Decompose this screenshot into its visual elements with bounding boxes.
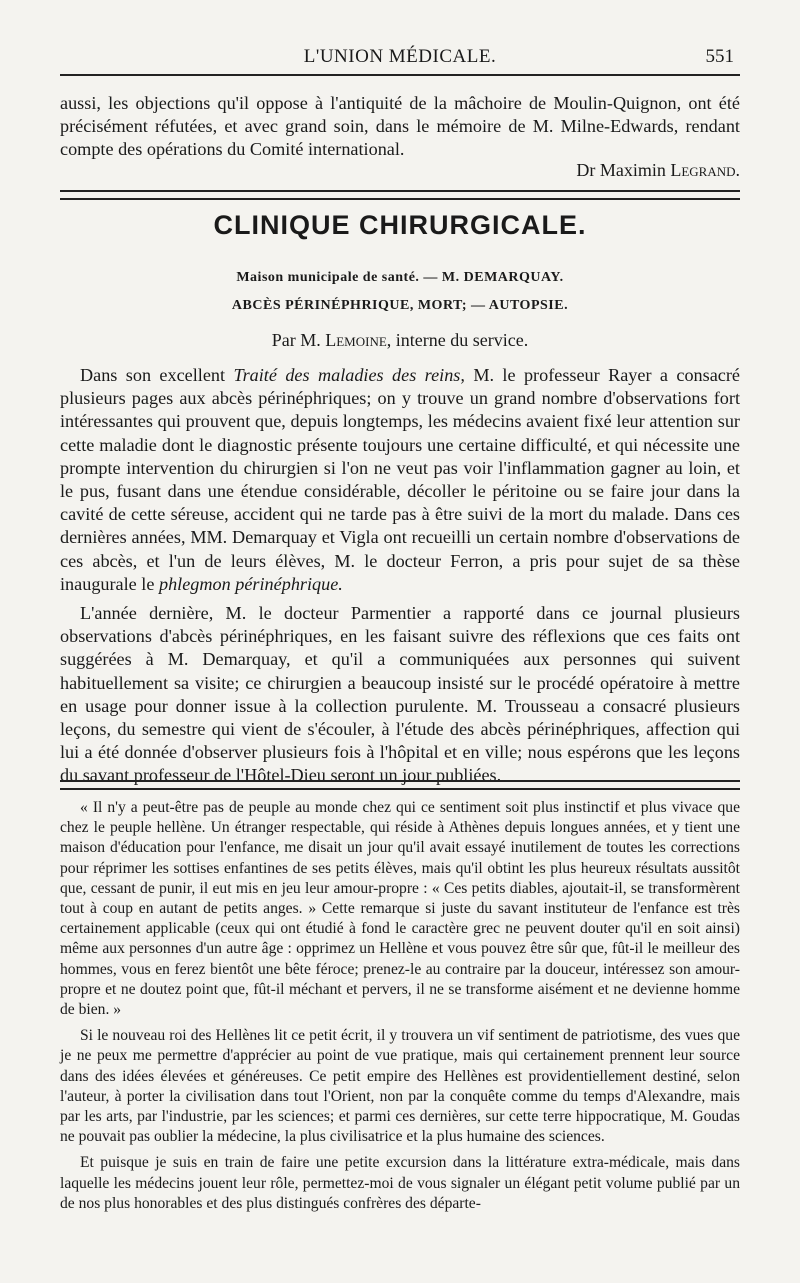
running-head	[60, 42, 740, 72]
intro-paragraph	[60, 92, 740, 162]
feuilleton-paragraph-1: « Il n'y a peut-être pas de peuple au monde chez qui ce sentiment soit plus instinctif et plus vivace que chez le peuple hellène. Un étranger respectable, qui réside à Athènes depuis longues années, et y tient une maison d'éducation pour l'enfance, me disait un jour qu'il avait essayé inutilement de toutes les corrections pour réprimer les sottises enfantines de ses petits élèves, mais qu'il obtint les plus heureux résultats aussitôt que, cessant de punir, il eut mis en jeu leur amour-propre : « Ces petits diables, ajoutait-il, se transformèrent tout à coup en autant de petits anges. » Cette remarque si juste du savant instituteur de l'enfance est très certainement applicable (ceux qui ont étudié à fond le caractère grec ne peuvent douter qu'il en soit ainsi) même aux personnes d'un autre âge : opprimez un Hellène et vous pouvez être sûr que, fût-il le meilleur des hommes, vous en ferez bientôt une bête féroce; prenez-le au contraire par la douceur, intéressez son amour-propre et ne doutez point que, fût-il méchant et pervers, il ne se transforme aisément et ne devienne homme de bien. »	[60, 799, 740, 1019]
intro-text: aussi, les objections qu'il oppose à l'antiquité de la mâchoire de Moulin-Quignon, ont été précisément réfutées, et avec grand soin, dans le mémoire de M. Milne-Edwards, rendant compte des opérations du Comité international.	[60, 93, 740, 160]
journal-title: L'UNION MÉDICALE.	[303, 46, 497, 67]
feuilleton-divider	[60, 780, 740, 790]
signature	[576, 160, 740, 181]
section-divider	[60, 190, 740, 200]
subhead-location: Maison municipale de santé. — M. DEMARQUAY.	[236, 270, 564, 285]
signature-prefix: Dr Maximin	[576, 160, 671, 180]
subhead-case: ABCÈS PÉRINÉPHRIQUE, MORT; — AUTOPSIE.	[231, 298, 569, 313]
header-rule	[60, 74, 740, 76]
p1-body: M. le professeur Rayer a consacré plusieurs pages aux abcès périnéphriques; on y trouve un grand nombre d'observations fort intéressantes qui prouvent que, depuis longtemps, les médecins avaient fixé leur attention sur cette maladie dont le diagnostic présente toujours une certaine difficulté, et qui nécessite une prompte intervention du chirurgien si l'on ne veut pas voir l'inflammation gagner au loin, et le pus, fusant dans une étendue considérable, décoller le péritoine ou se faire jour dans la cavité de cette séreuse, accident qui ne tarde pas à être suivi de la mort du malade. Dans ces dernières années, MM. Demarquay et Vigla ont recueilli un certain nombre d'observations de ces abcès, et l'un de leurs élèves, M. le docteur Ferron, a pris pour sujet de sa thèse inaugurale le	[60, 365, 740, 594]
feuilleton-paragraph-2: Si le nouveau roi des Hellènes lit ce petit écrit, il y trouvera un vif sentiment de patriotisme, des vues que je ne peux me permettre d'apprécier au point de vue pratique, mais qui certainement prennent leur source dans des idées élevées et généreuses. Ce petit empire des Hellènes est providentiellement destiné, selon l'auteur, à porter la civilisation dans tout l'Orient, non par la conquête comme du temps d'Alexandre, mais par les arts, par l'industrie, par les sciences; et parmi ces dernières, sur cette terre hippocratique, M. Goudas ne pouvait pas oublier la médecine, la plus civilisatrice et la plus humaine des sciences.	[60, 1027, 740, 1146]
byline	[0, 330, 800, 351]
byline-name: Lemoine	[325, 330, 387, 350]
article-body	[60, 364, 740, 788]
article-paragraph-1	[60, 364, 740, 596]
section-title: CLINIQUE CHIRURGICALE.	[213, 210, 587, 240]
byline-suffix: , interne du service.	[386, 330, 529, 350]
p1-lead: Dans son excellent	[80, 365, 234, 385]
feuilleton	[60, 798, 740, 1214]
article-paragraph-2: L'année dernière, M. le docteur Parmentier a rapporté dans ce journal plusieurs observations d'abcès périnéphriques, en les faisant suivre des réflexions que ces faits ont suggérées à M. Demarquay, et qu'il a communiquées aux personnes qui suivent habituellement sa visite; ce chirurgien a beaucoup insisté sur le procédé opératoire à mettre en usage pour donner issue à la collection purulente. M. Trousseau a consacré plusieurs leçons, du semestre qui vient de s'écouler, à l'étude des abcès périnéphriques, affection qui lui a été donnée d'observer plusieurs fois à l'hôpital et en ville; nous espérons que les leçons du savant professeur de l'Hôtel-Dieu seront un jour publiées.	[60, 603, 740, 786]
page-number: 551	[705, 46, 734, 67]
feuilleton-paragraph-3: Et puisque je suis en train de faire une petite excursion dans la littérature extra-médicale, mais dans laquelle les médecins jouent leur rôle, permettez-moi de vous signaler un élégant petit volume publié par un de nos plus honorables et des plus distingués confrères des départe-	[60, 1154, 740, 1212]
byline-prefix: Par M.	[271, 330, 326, 350]
thesis-term: phlegmon périnéphrique.	[158, 573, 343, 594]
book-title: Traité des maladies des reins,	[233, 365, 465, 385]
signature-name: Legrand.	[670, 160, 740, 180]
